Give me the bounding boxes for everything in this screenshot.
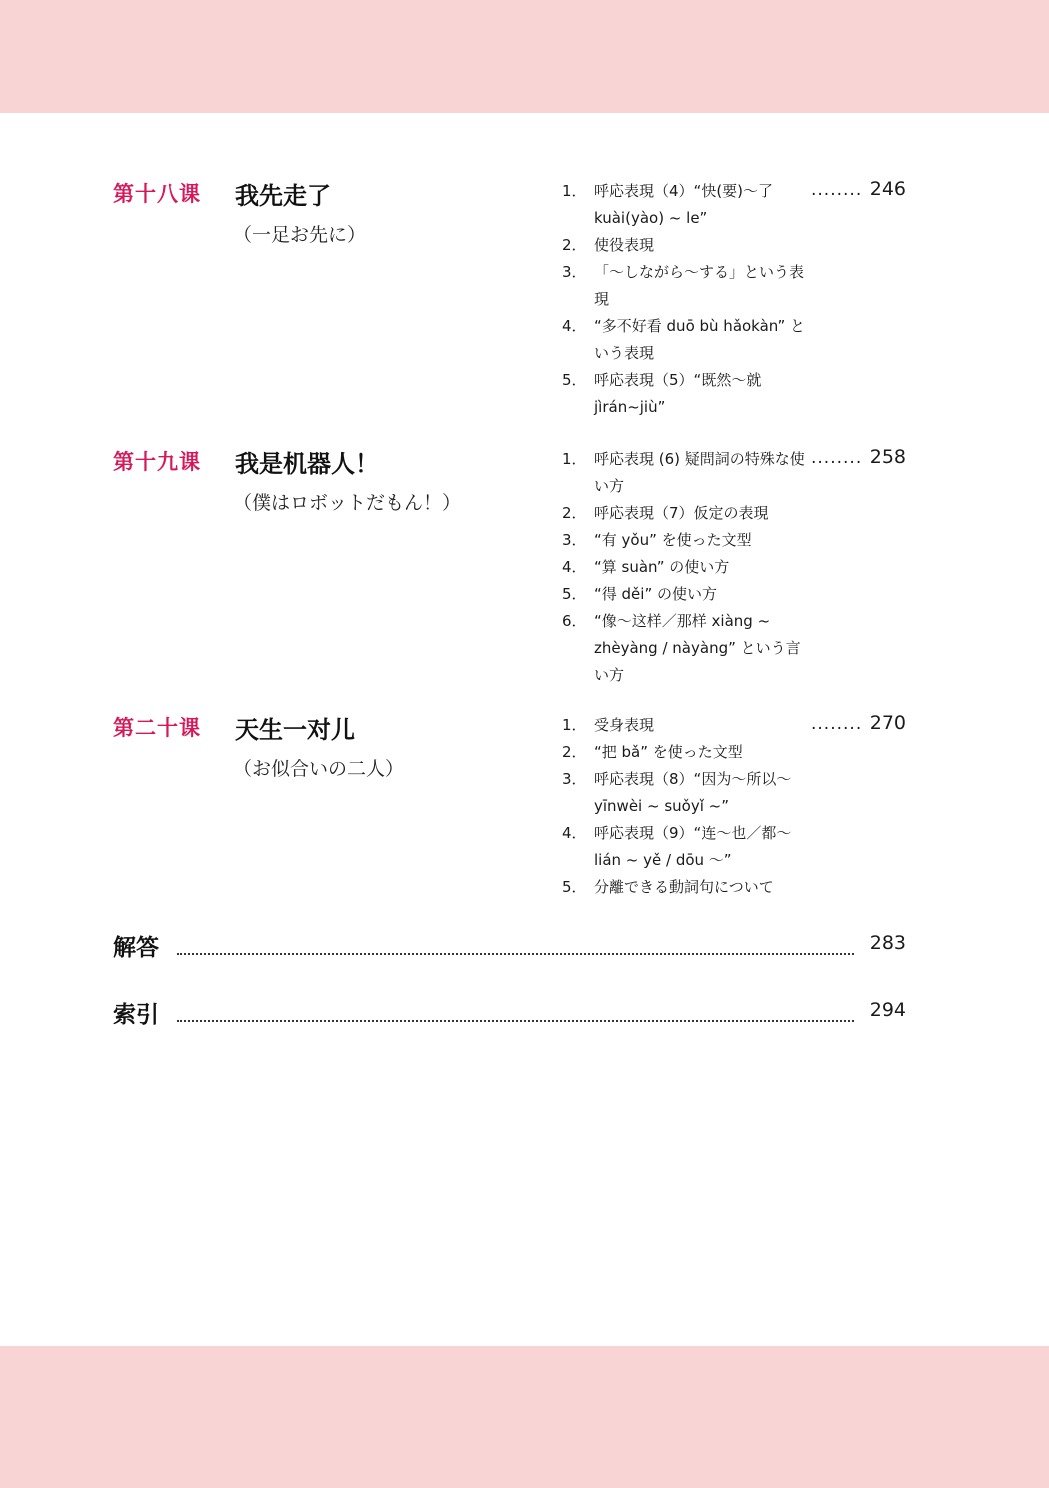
topic-number: 1． <box>562 182 587 200</box>
topic-item <box>562 608 812 689</box>
page-number: 258 <box>869 446 906 468</box>
topic-number: 6． <box>562 612 587 630</box>
topic-text: “得 děi” の使い方 <box>594 585 717 603</box>
topic-item <box>562 446 812 500</box>
topic-item <box>562 232 812 259</box>
topic-item <box>562 581 812 608</box>
topic-text: 呼応表現（7）仮定の表現 <box>594 504 769 522</box>
topic-number: 3． <box>562 770 587 788</box>
topic-text: 「～しながら～する」という表現 <box>594 263 805 308</box>
lesson-title: 天生一对儿 <box>235 715 355 744</box>
topic-item <box>562 712 812 739</box>
dot-leader: ........ <box>811 448 863 468</box>
topic-item <box>562 739 812 766</box>
page-number: 246 <box>869 178 906 200</box>
topic-item <box>562 500 812 527</box>
index-label: 索引 <box>113 1002 159 1028</box>
topic-item <box>562 527 812 554</box>
page-number: 270 <box>869 712 906 734</box>
lesson-topics <box>562 446 812 689</box>
lesson-subtitle: （一足お先に） <box>233 224 367 246</box>
index-entry <box>113 996 906 1032</box>
topic-text: 呼応表現（9）“连～也／都～ lián ~ yě / dōu ～” <box>594 824 792 869</box>
topic-text: “像～这样／那样 xiàng ~ zhèyàng / nàyàng” という言い方 <box>594 612 801 684</box>
lesson-title: 我先走了 <box>235 181 331 210</box>
topic-item <box>562 367 812 421</box>
topic-number: 4． <box>562 317 587 335</box>
dot-leader <box>177 1020 854 1022</box>
topic-number: 4． <box>562 558 587 576</box>
topic-number: 1． <box>562 450 587 468</box>
topic-text: “算 suàn” の使い方 <box>594 558 730 576</box>
topic-item <box>562 820 812 874</box>
answers-entry <box>113 929 906 965</box>
topic-item <box>562 259 812 313</box>
topic-item <box>562 766 812 820</box>
topic-text: “有 yǒu” を使った文型 <box>594 531 752 549</box>
page-number: 283 <box>869 932 906 954</box>
topic-number: 3． <box>562 531 587 549</box>
answers-label: 解答 <box>113 935 159 961</box>
topic-number: 2． <box>562 743 587 761</box>
topic-number: 2． <box>562 236 587 254</box>
lesson-topics <box>562 178 812 421</box>
lesson-number: 第十八课 <box>113 182 201 206</box>
lesson-number: 第十九课 <box>113 450 201 474</box>
topic-item <box>562 178 812 232</box>
page-number: 294 <box>869 999 906 1021</box>
topic-number: 5． <box>562 371 587 389</box>
topic-number: 5． <box>562 585 587 603</box>
topic-item <box>562 874 812 901</box>
lesson-title: 我是机器人！ <box>235 449 379 478</box>
topic-text: 呼応表現（5）“既然～就 jìrán~jiù” <box>594 371 762 416</box>
dot-leader: ........ <box>811 714 863 734</box>
lesson-number: 第二十课 <box>113 716 201 740</box>
topic-number: 5． <box>562 878 587 896</box>
topic-number: 2． <box>562 504 587 522</box>
bottom-color-band <box>0 1346 1049 1488</box>
topic-text: 呼応表現（4）“快(要)～了 kuài(yào) ~ le” <box>594 182 774 227</box>
topic-number: 3． <box>562 263 587 281</box>
top-color-band <box>0 0 1049 113</box>
topic-text: “多不好看 duō bù hǎokàn” という表現 <box>594 317 806 362</box>
topic-text: 呼応表現 (6) 疑問詞の特殊な使い方 <box>594 450 805 495</box>
topic-number: 1． <box>562 716 587 734</box>
topic-text: 使役表現 <box>594 236 655 254</box>
lesson-subtitle: （お似合いの二人） <box>233 758 405 780</box>
dot-leader <box>177 953 854 955</box>
topic-text: “把 bǎ” を使った文型 <box>594 743 743 761</box>
lesson-subtitle: （僕はロボットだもん！） <box>233 492 462 514</box>
topic-number: 4． <box>562 824 587 842</box>
topic-item <box>562 313 812 367</box>
topic-text: 呼応表現（8）“因为～所以～ yīnwèi ~ suǒyǐ ~” <box>594 770 792 815</box>
topic-text: 分離できる動詞句について <box>594 878 774 896</box>
dot-leader: ........ <box>811 180 863 200</box>
lesson-topics <box>562 712 812 901</box>
topic-text: 受身表現 <box>594 716 655 734</box>
topic-item <box>562 554 812 581</box>
